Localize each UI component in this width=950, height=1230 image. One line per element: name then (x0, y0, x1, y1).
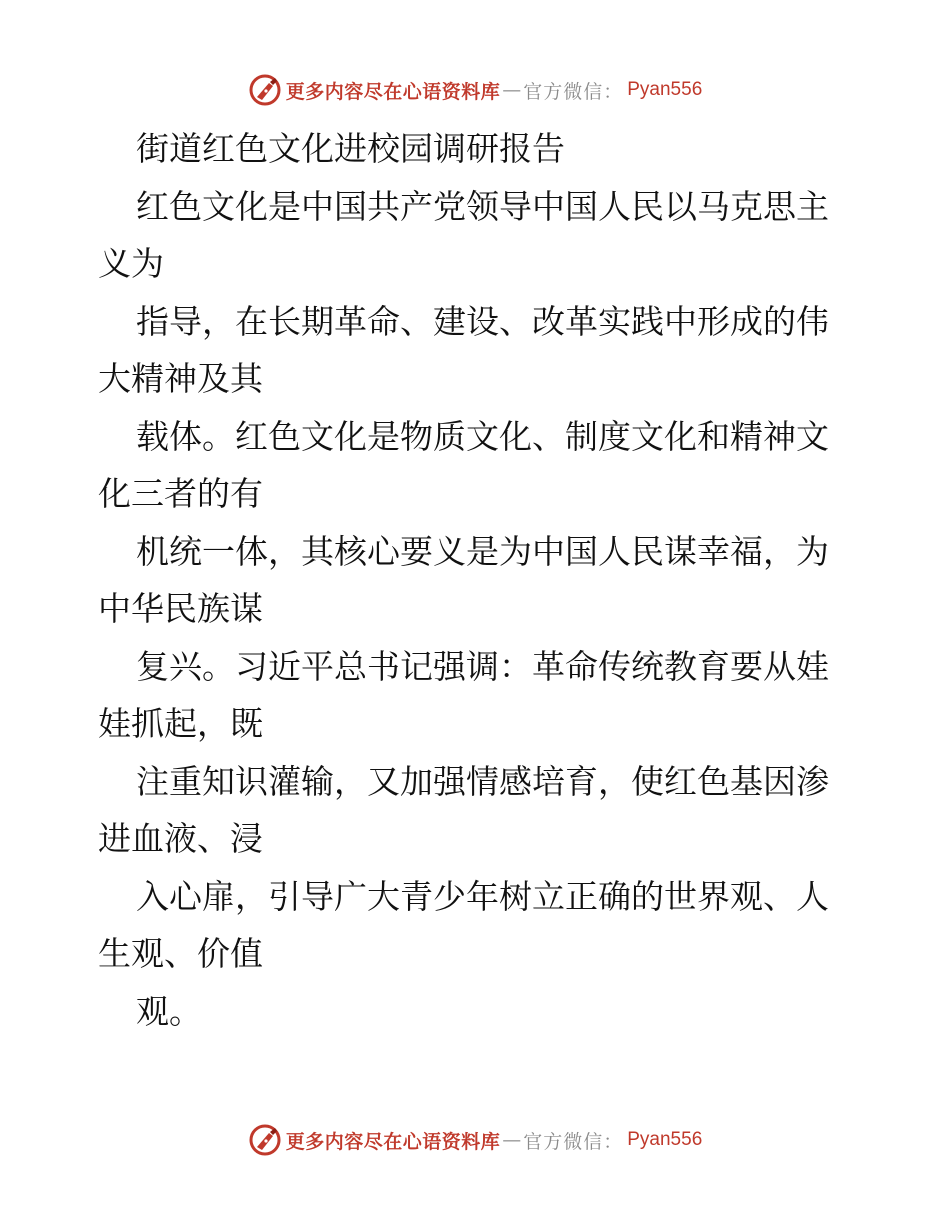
paragraph-line: 大精神及其 (98, 359, 263, 398)
paragraph-line: 入心扉，引导广大青少年树立正确的世界观、人 (136, 876, 829, 916)
watermark-dash: — (502, 1129, 522, 1151)
document-body (98, 120, 850, 1040)
paragraph-line: 义为 (98, 244, 164, 283)
paragraph-line: 中华民族谋 (98, 589, 263, 628)
paragraph-line: 机统一体，其核心要义是为中国人民谋幸福，为 (136, 531, 829, 571)
watermark-label: 官方微信： (523, 80, 624, 103)
watermark-main-text: 更多内容尽在心语资料库 (285, 80, 501, 103)
footer-watermark (0, 1122, 950, 1158)
watermark-id: Pyan556 (627, 79, 703, 100)
pen-nib-logo-icon (248, 1123, 282, 1157)
paragraph-line: 载体。红色文化是物质文化、制度文化和精神文 (136, 416, 829, 456)
document-title: 街道红色文化进校园调研报告 (136, 129, 565, 168)
paragraph-line: 红色文化是中国共产党领导中国人民以马克思主 (136, 186, 829, 226)
paragraph-line: 复兴。习近平总书记强调：革命传统教育要从娃 (136, 646, 829, 686)
paragraph-line: 生观、价值 (98, 934, 263, 973)
pen-nib-logo-icon (248, 73, 282, 107)
paragraph-line: 进血液、浸 (98, 819, 263, 858)
paragraph-line: 指导，在长期革命、建设、改革实践中形成的伟 (136, 301, 829, 341)
watermark-main-text: 更多内容尽在心语资料库 (285, 1130, 501, 1153)
watermark-dash: — (502, 79, 522, 101)
paragraph-line: 化三者的有 (98, 474, 263, 513)
paragraph-line: 注重知识灌输，又加强情感培育，使红色基因渗 (136, 761, 829, 801)
paragraph-line: 娃抓起，既 (98, 704, 263, 743)
watermark-id: Pyan556 (627, 1129, 703, 1150)
header-watermark (0, 72, 950, 108)
paragraph-line: 观。 (136, 991, 202, 1031)
watermark-label: 官方微信： (523, 1130, 624, 1153)
